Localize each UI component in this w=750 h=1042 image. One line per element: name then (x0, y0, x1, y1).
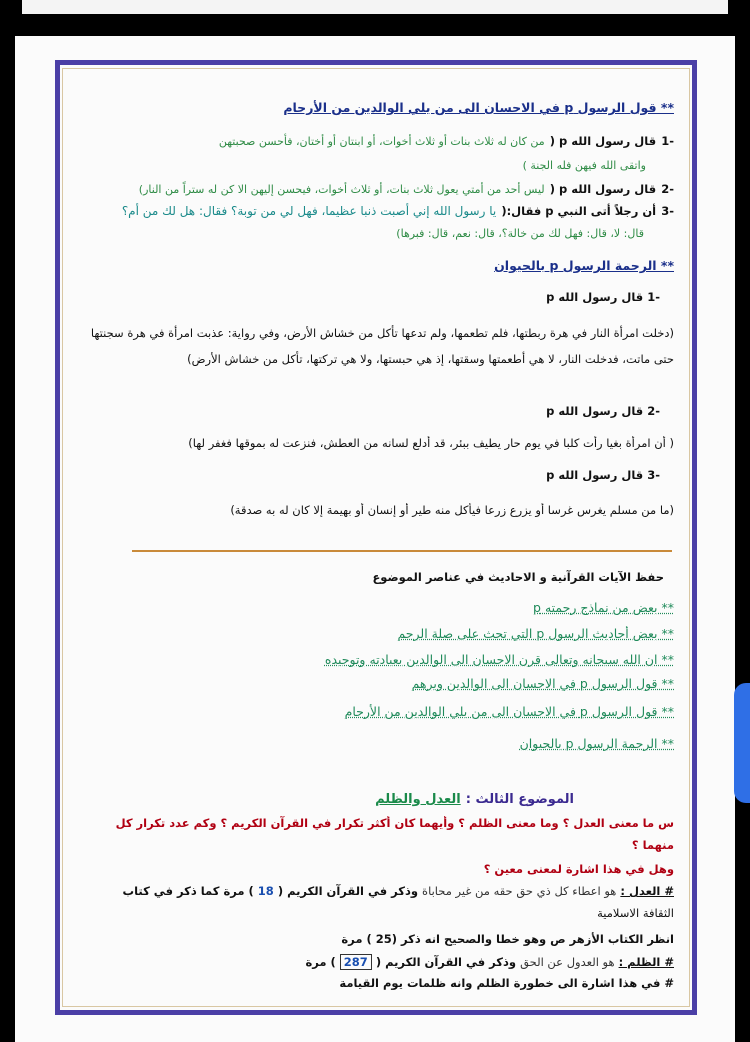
item-lead: قال رسول الله p ( (549, 134, 657, 148)
item-lead: أن رجلاً أتى النبي p فقال:( (501, 204, 657, 218)
item-text: من كان له ثلاث بنات أو ثلاث أخوات، أو ابنتان أو أختان، فأحسن صحبتهن (218, 135, 545, 148)
section2-heading: ** الرحمة الرسول p بالحيوان (494, 258, 674, 273)
item-text: يا رسول الله إني أصبت ذنبا عظيما، فهل لي من توبة؟ فقال: هل لك من أم؟ (121, 204, 497, 218)
item-text: قال: لا، قال: فهل لك من خالة؟، قال: نعم، قال: فبرها) (396, 227, 644, 240)
list-item: ** قول الرسول p في الاحسان الى الوالدين وبرهم (411, 676, 674, 691)
topic3-label: الموضوع الثالث : (465, 792, 574, 807)
zulm-mid: وذكر في القرآن الكريم ( (375, 955, 517, 969)
adl-mid: وذكر في القرآن الكريم ( (277, 884, 419, 898)
animal-hadith-3-text: (ما من مسلم يغرس غرسا أو يزرع زرعا فيأكل منه طير أو إنسان أو بهيمة إلا كان له به صدقة) (230, 503, 674, 517)
zulm-label: # الظلم : (618, 955, 674, 969)
hadith-item-1-cont (78, 154, 674, 174)
item-text: ليس أحد من أمتي يعول ثلاث بنات، أو ثلاث أخوات، فيحسن إليهن الا كن له ستراً من النار) (138, 183, 545, 196)
adl-count: 18 (257, 884, 274, 898)
list-item: ** ان الله سبحانه وتعالى قرن الاحسان الى الوالدين بعبادته وتوحيده (324, 652, 674, 667)
zulm-text: هو العدول عن الحق (520, 955, 615, 969)
hadith-item-3 (78, 200, 674, 220)
adl-text: هو اعطاء كل ذي حق حقه من غير محاباة (422, 884, 617, 898)
item-number: -2 (661, 182, 674, 196)
hadith-item-3-cont (78, 222, 674, 242)
memorize-title: حفظ الآيات القرآنية و الاحاديث في عناصر الموضوع (372, 570, 664, 584)
animal-hadith-2-label: -2 قال رسول الله p (546, 404, 660, 418)
item-text: واتقى الله فيهن فله الجنة ) (522, 159, 646, 172)
zulm-end: ) مرة (305, 955, 336, 969)
item-number: -3 (661, 204, 674, 218)
animal-hadith-3-label: -3 قال رسول الله p (546, 468, 660, 482)
adl-label: # العدل : (620, 884, 674, 898)
final-note: # في هذا اشارة الى خطورة الظلم وانه ظلمات يوم القيامة (339, 976, 674, 990)
animal-hadith-1-text: (دخلت امرأة النار في هرة ربطتها، فلم تطعمها، ولم تدعها تأكل من خشاش الأرض، وفي رواية: عذبت امرأة في هرة سجنتها حتى ماتت، فدخلت النار، لا هي أطعمتها وسقتها، إذ هي حبستها، ولا هي تركتها، تأكل من خشاش الأرض) (90, 326, 674, 366)
section1-heading: ** قول الرسول p في الاحسان الى من يلي الوالدين من الأرحام (283, 100, 674, 115)
list-item: ** بعض أحاديث الرسول p التي تحث على صلة الرحم (397, 626, 674, 641)
topic3-title: العدل والظلم (375, 792, 461, 807)
note-line: انظر الكتاب الأزهر ص وهو خطا والصحيح انه ذكر (25 ) مرة (341, 932, 674, 946)
list-item: ** قول الرسول p في الاحسان الى من يلي الوالدين من الأرحام (344, 704, 674, 719)
adl-end: ) مرة كما ذكر في كتاب (122, 884, 254, 898)
top-page-strip (22, 0, 728, 14)
item-number: -1 (661, 134, 674, 148)
animal-hadith-1-label: -1 قال رسول الله p (546, 290, 660, 304)
hadith-item-1 (78, 130, 674, 150)
topic3-header (78, 788, 674, 808)
question-2: وهل في هذا اشارة لمعنى معين ؟ (483, 862, 674, 876)
item-lead: قال رسول الله p ( (549, 182, 657, 196)
side-scroll-handle[interactable] (734, 683, 750, 803)
hadith-item-2 (78, 178, 674, 198)
question-1: س ما معنى العدل ؟ وما معنى الظلم ؟ وأيهما كان أكثر تكرار في القرآن الكريم ؟ وكم عدد تكرار كل (115, 816, 674, 830)
zulm-count: 287 (340, 954, 372, 970)
animal-hadith-2-text: ( أن امرأة بغيا رأت كلبا في يوم حار يطيف ببئر، قد أدلع لسانه من العطش، فنزعت له بموقها فغفر لها) (188, 436, 674, 450)
section-divider (132, 550, 672, 552)
adl-source: الثقافة الاسلامية (597, 906, 674, 920)
list-item: ** الرحمة الرسول p بالحيوان (519, 736, 674, 751)
list-item: ** بعض من نماذج رحمته p (533, 600, 674, 615)
question-1-cont: منهما ؟ (631, 838, 674, 852)
adl-definition (78, 884, 674, 898)
zulm-definition (78, 954, 674, 970)
